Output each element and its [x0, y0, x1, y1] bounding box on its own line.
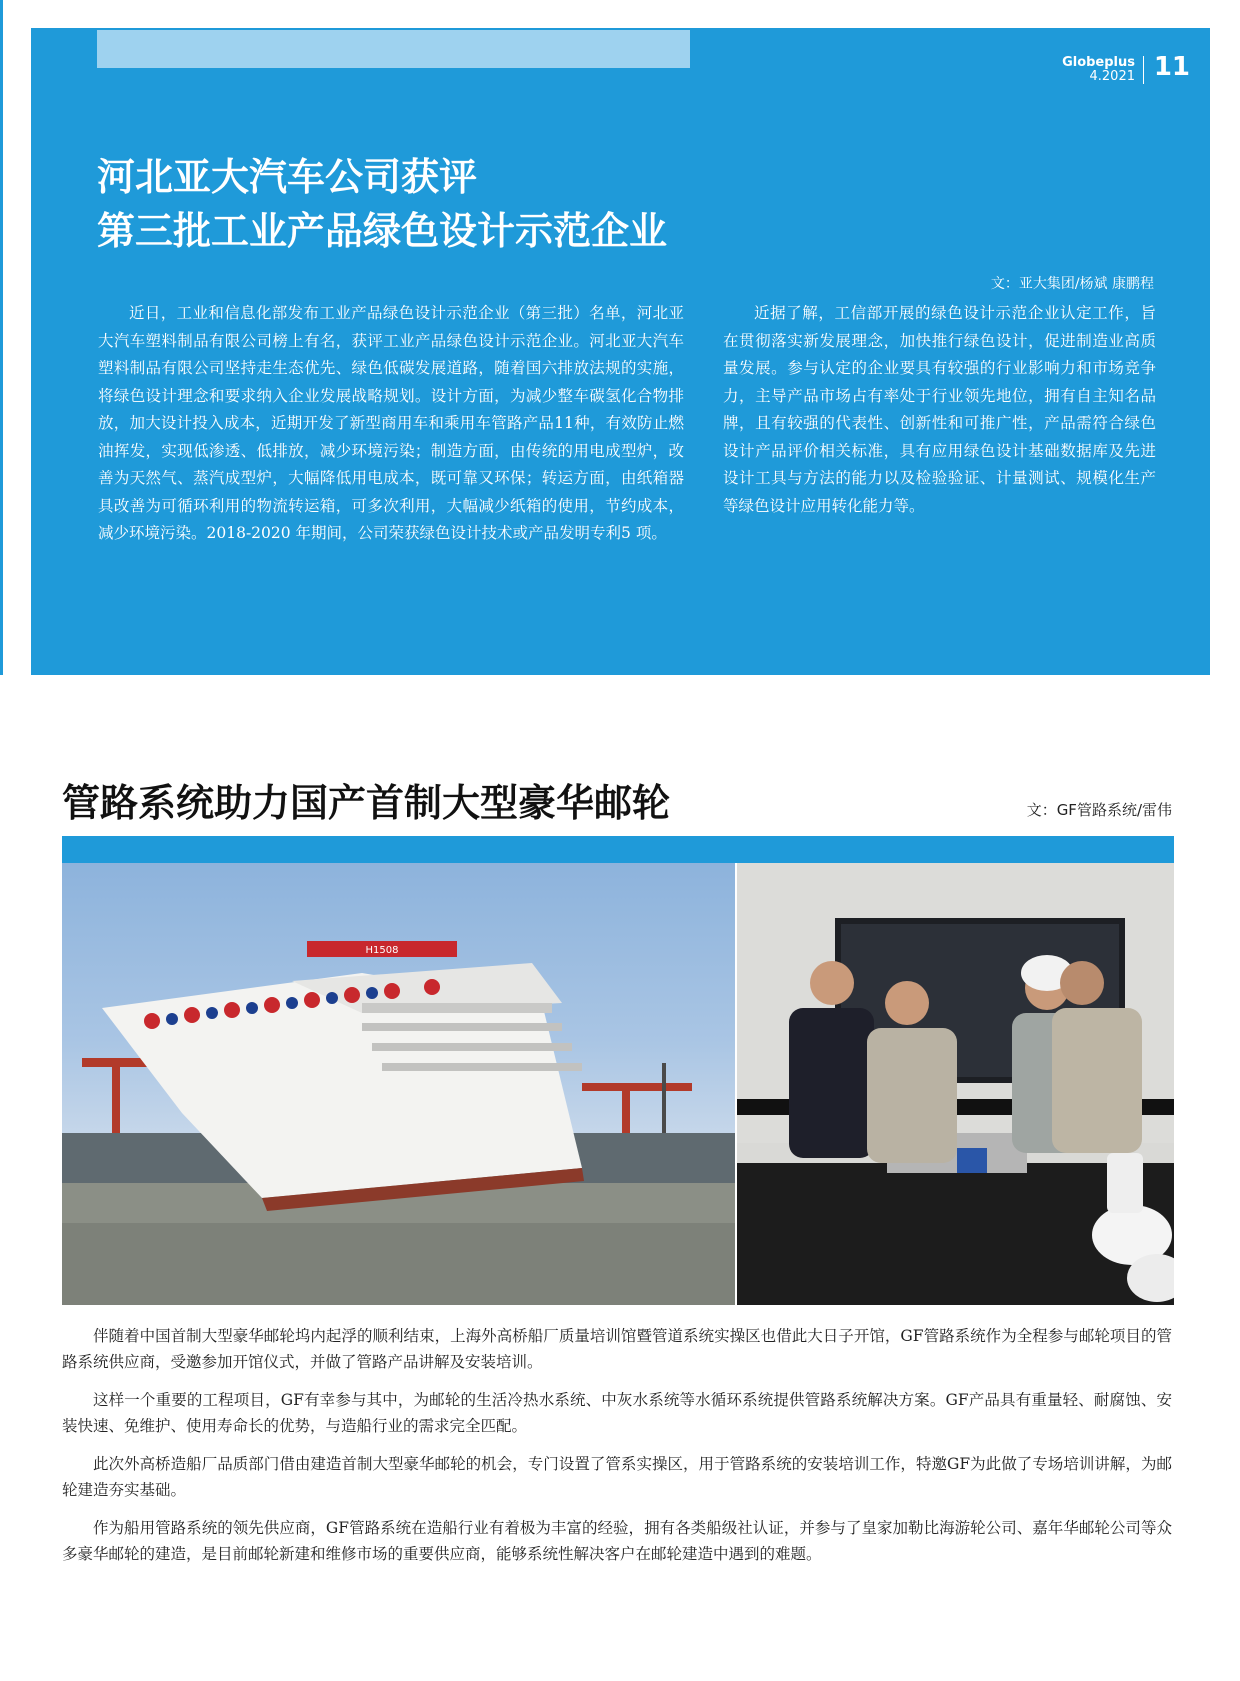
cruise-ship-photo: [62, 863, 735, 1305]
article1-title-line1: 河北亚大汽车公司获评: [97, 154, 478, 199]
ship-banner-text: H1508: [365, 945, 399, 956]
header-tab: [97, 30, 690, 68]
article1-right-column: 近据了解，工信部开展的绿色设计示范企业认定工作，旨在贯彻落实新发展理念，加快推行绿色设计，促进制造业高质量发展。参与认定的企业要具有较强的行业影响力和市场竞争力，主导产品市场占有率处于行业领先地位，拥有自主知名品牌，且有较强的代表性、创新性和可推广性，产品需符合绿色设计产品评价相关标准，具有应用绿色设计基础数据库及先进设计工具与方法的能力以及检验验证、计量测试、规模化生产等绿色设计应用转化能力等。: [723, 304, 1156, 515]
article2-paragraph-4: 作为船用管路系统的领先供应商，GF管路系统在造船行业有着极为丰富的经验，拥有各类船级社认证，并参与了皇家加勒比海游轮公司、嘉年华邮轮公司等众多豪华邮轮的建造，是目前邮轮新建和维修市场的重要供应商，能够系统性解决客户在邮轮建造中遇到的难题。: [62, 1519, 1172, 1563]
magazine-brand: [1062, 56, 1144, 84]
article2-title: 管路系统助力国产首制大型豪华邮轮: [62, 780, 671, 825]
article1-left-column: 近日，工业和信息化部发布工业产品绿色设计示范企业（第三批）名单，河北亚大汽车塑料制品有限公司榜上有名，获评工业产品绿色设计示范企业。河北亚大汽车塑料制品有限公司坚持走生态优先、绿色低碳发展道路，随着国六排放法规的实施，将绿色设计理念和要求纳入企业发展战略规划。设计方面，为减少整车碳氢化合物排放，加大设计投入成本，近期开发了新型商用车和乘用车管路产品11种，有效防止燃油挥发，实现低渗透、低排放，减少环境污染；制造方面，由传统的用电成型炉，改善为天然气、蒸汽成型炉，大幅降低用电成本，既可靠又环保；转运方面，由纸箱器具改善为可循环利用的物流转运箱，可多次利用，大幅减少纸箱的使用，节约成本，减少环境污染。2018-2020 年期间，公司荣获绿色设计技术或产品发明专利5 项。: [98, 304, 684, 542]
page-edge-line: [0, 0, 3, 675]
magazine-name: Globeplus: [1062, 55, 1135, 70]
article2-paragraph-1: 伴随着中国首制大型豪华邮轮坞内起浮的顺利结束，上海外高桥船厂质量培训馆暨管道系统实操区也借此大日子开馆，GF管路系统作为全程参与邮轮项目的管路系统供应商，受邀参加开馆仪式，并做了管路产品讲解及安装培训。: [62, 1327, 1172, 1371]
workshop-training-photo: [737, 863, 1174, 1305]
article1-title: [97, 150, 667, 258]
page-number: 11: [1153, 52, 1190, 82]
magazine-issue: 4.2021: [1089, 69, 1135, 84]
article2-byline: 文：GF管路系统/雷伟: [1026, 801, 1172, 819]
article1-title-line2: 第三批工业产品绿色设计示范企业: [97, 208, 668, 253]
article1-byline: 文：亚大集团/杨斌 康鹏程: [990, 276, 1154, 292]
article2-paragraph-2: 这样一个重要的工程项目，GF有幸参与其中，为邮轮的生活冷热水系统、中灰水系统等水循环系统提供管路系统解决方案。GF产品具有重量轻、耐腐蚀、安装快速、免维护、使用寿命长的优势，与造船行业的需求完全匹配。: [62, 1391, 1172, 1435]
article2-title-bar: [62, 836, 1174, 863]
article2-paragraph-3: 此次外高桥造船厂品质部门借由建造首制大型豪华邮轮的机会，专门设置了管系实操区，用于管路系统的安装培训工作，特邀GF为此做了专场培训讲解，为邮轮建造夯实基础。: [62, 1455, 1172, 1499]
workshop-illustration: [737, 863, 1174, 1305]
cruise-ship-illustration: [62, 863, 735, 1305]
